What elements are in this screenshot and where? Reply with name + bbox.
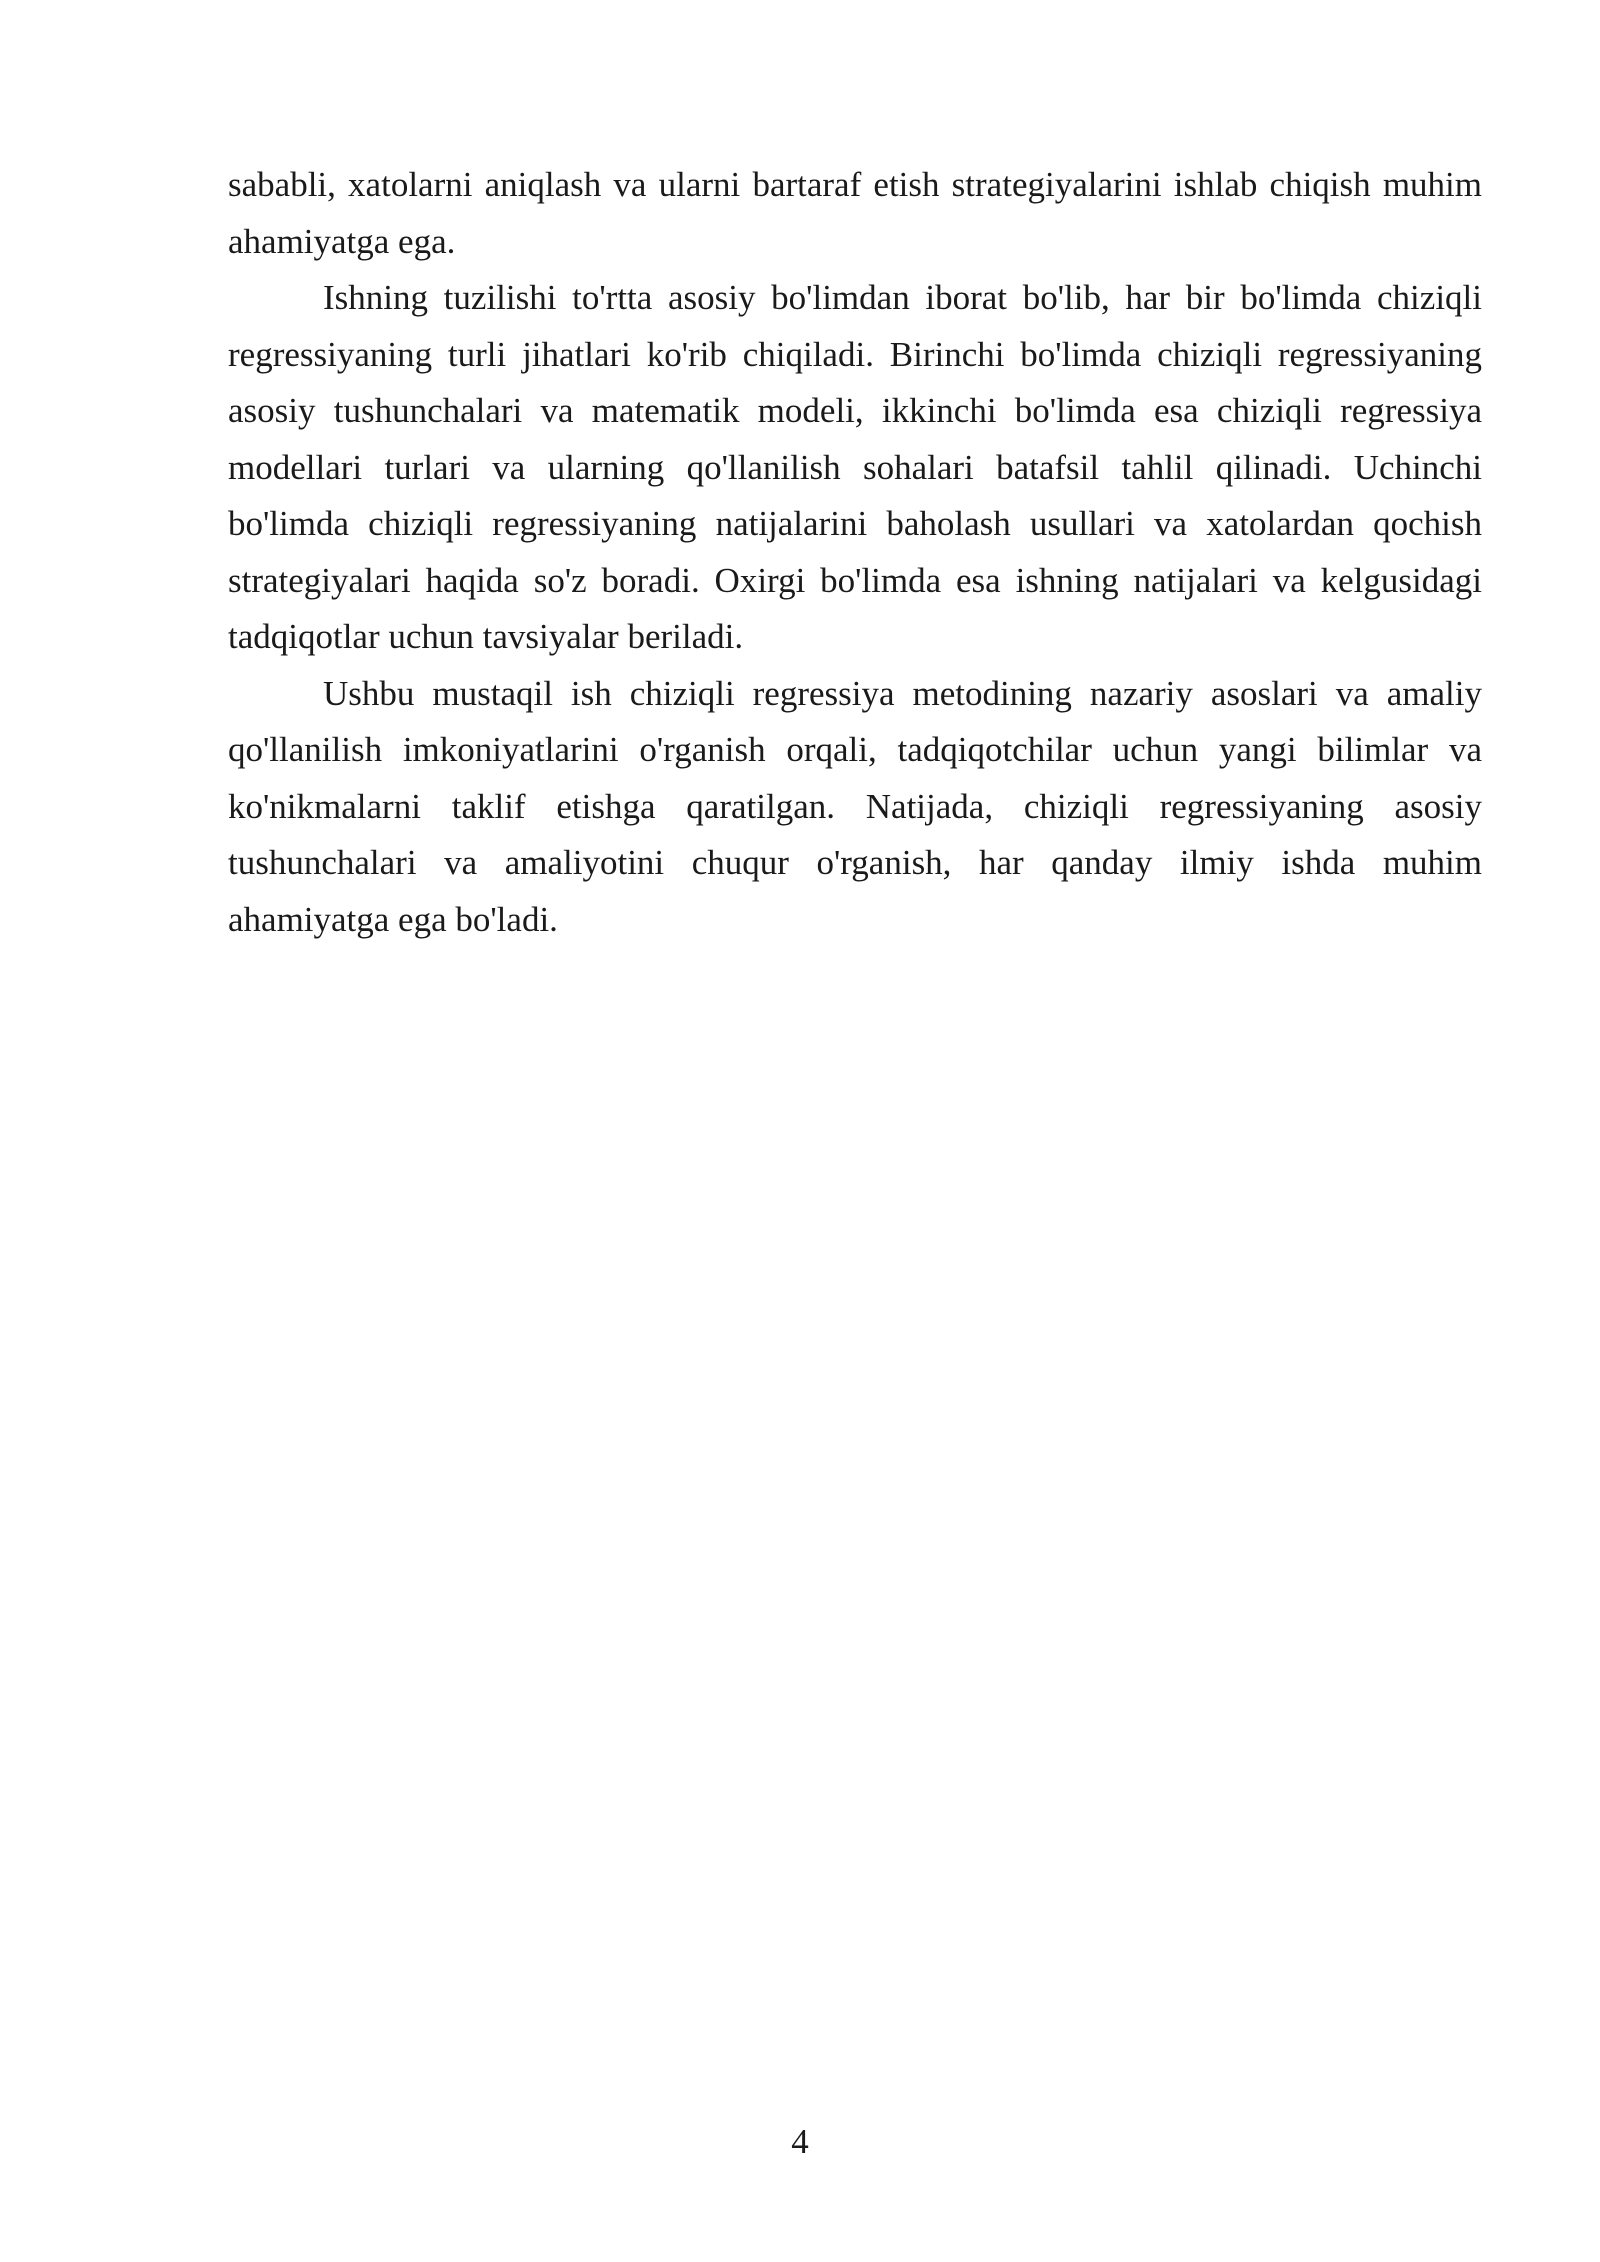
paragraph-conclusion: Ushbu mustaqil ish chiziqli regressiya metodining nazariy asoslari va amaliy qo'llanilish imkoniyatlarini o'rganish orqali, tadqiqotchilar uchun yangi bilimlar va ko'nikmalarni taklif etishga qaratilgan. Natijada, chiziqli regressiyaning asosiy tushunchalari va amaliyotini chuqur o'rganish, har qanday ilmiy ishda muhim ahamiyatga ega bo'ladi. [228, 673, 1482, 939]
paragraph-structure: Ishning tuzilishi to'rtta asosiy bo'limdan iborat bo'lib, har bir bo'limda chiziqli regressiyaning turli jihatlari ko'rib chiqiladi. Birinchi bo'limda chiziqli regressiyaning asosiy tushunchalari va matematik modeli, ikkinchi bo'limda esa chiziqli regressiya modellari turlari va ularning qo'llanilish sohalari batafsil tahlil qilinadi. Uchinchi bo'limda chiziqli regressiyaning natijalarini baholash usullari va xatolardan qochish strategiyalari haqida so'z boradi. Oxirgi bo'limda esa ishning natijalari va kelgusidagi tadqiqotlar uchun tavsiyalar beriladi. [228, 278, 1482, 656]
body-text [228, 157, 1482, 948]
page-number: 4 [791, 2122, 809, 2161]
paragraph-continuation: sababli, xatolarni aniqlash va ularni bartaraf etish strategiyalarini ishlab chiqish muhim ahamiyatga ega. [228, 165, 1482, 261]
